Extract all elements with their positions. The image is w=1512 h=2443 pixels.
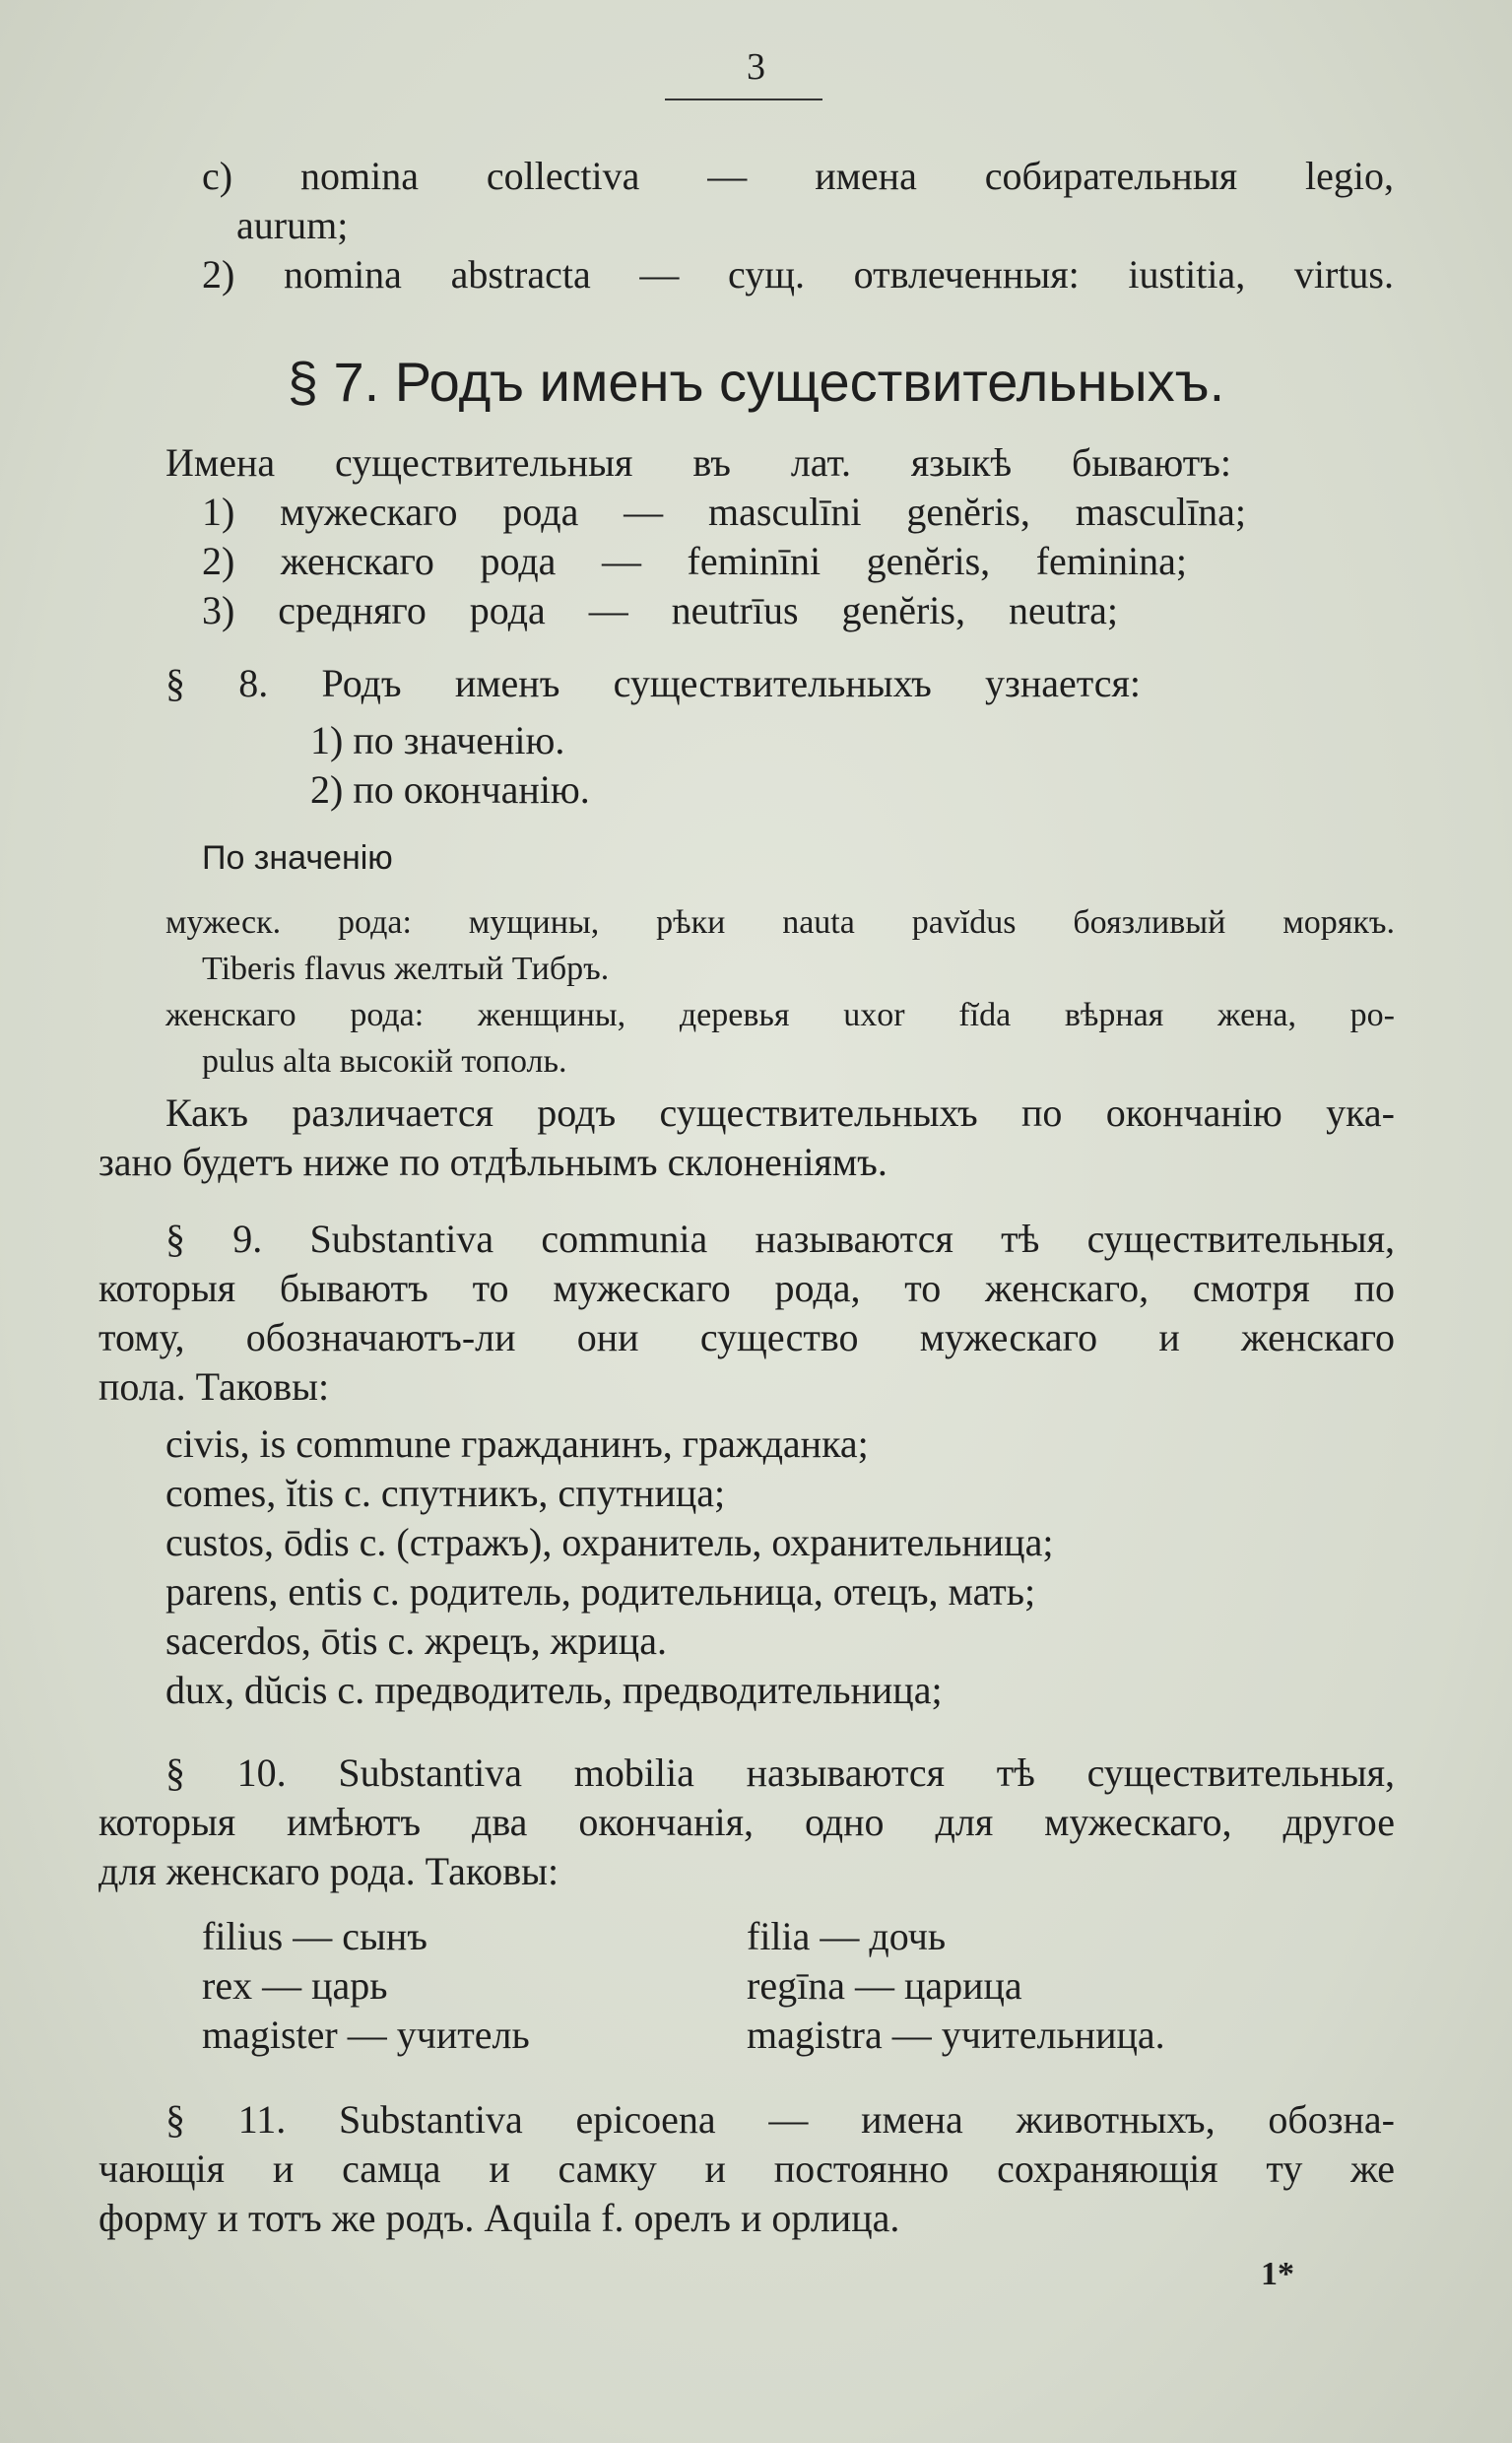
header-rule xyxy=(665,99,822,100)
table-cell: magister — учитель xyxy=(202,2013,530,2057)
page-number: 3 xyxy=(747,46,765,88)
text-line: форму и тотъ же родъ. Aquila f. орелъ и орлица. xyxy=(99,2196,900,2240)
text-line: 1) по значенію. xyxy=(310,718,565,762)
text-line: мужеск. рода: мущины, рѣки nauta pavĭdus боязливый морякъ. xyxy=(165,904,1395,941)
text-line: для женскаго рода. Таковы: xyxy=(99,1849,559,1893)
table-cell: filius — сынъ xyxy=(202,1914,427,1958)
signature-mark: 1* xyxy=(1261,2256,1294,2292)
table-cell: rex — царь xyxy=(202,1963,388,2008)
text-line: женскаго рода: женщины, деревья uxor fĭda вѣрная жена, po- xyxy=(165,997,1395,1033)
text-line: § 8. Родъ именъ существительныхъ узнается: xyxy=(165,661,1141,705)
text-line: § 10. Substantiva mobilia называются тѣ существительныя, xyxy=(165,1750,1395,1795)
text-line: 3) средняго рода — neutrīus genĕris, neutra; xyxy=(202,588,1118,632)
text-line: c) nomina collectiva — имена собирательныя legio, xyxy=(202,154,1394,198)
text-line: 2) по окончанію. xyxy=(310,767,590,812)
example-line: parens, entis c. родитель, родительница, отецъ, мать; xyxy=(165,1569,1036,1614)
text-line: Имена существительныя въ лат. языкѣ бываютъ: xyxy=(165,440,1231,485)
text-line: зано будетъ ниже по отдѣльнымъ склоненіямъ. xyxy=(99,1140,887,1184)
text-line: § 11. Substantiva epicoena — имена животныхъ, обозна- xyxy=(165,2097,1395,2142)
text-line: 1) мужескаго рода — masculīni genĕris, masculīna; xyxy=(202,490,1246,534)
text-line: которыя имѣютъ два окончанія, одно для мужескаго, другое xyxy=(99,1800,1395,1844)
text-line: aurum; xyxy=(236,203,349,247)
section-heading: § 7. Родъ именъ существительныхъ. xyxy=(287,351,1225,413)
text-line: чающія и самца и самку и постоянно сохраняющія ту же xyxy=(99,2146,1395,2191)
table-cell: filia — дочь xyxy=(747,1914,947,1958)
example-line: custos, ōdis c. (стражъ), охранитель, охранительница; xyxy=(165,1520,1054,1564)
text-line: 2) женскаго рода — feminīni genĕris, feminina; xyxy=(202,539,1187,583)
example-line: sacerdos, ōtis c. жрецъ, жрица. xyxy=(165,1618,667,1663)
text-line: Tiberis flavus желтый Тибръ. xyxy=(202,951,610,987)
text-line: 2) nomina abstracta — сущ. отвлеченныя: iustitia, virtus. xyxy=(202,252,1394,297)
text-line: которыя бываютъ то мужескаго рода, то женскаго, смотря по xyxy=(99,1266,1395,1310)
text-line: pulus alta высокій тополь. xyxy=(202,1043,567,1080)
table-cell: magistra — учительница. xyxy=(747,2013,1165,2057)
text-line: Какъ различается родъ существительныхъ по окончанію ука- xyxy=(165,1090,1395,1135)
text-line: § 9. Substantiva communia называются тѣ существительныя, xyxy=(165,1217,1395,1261)
example-line: civis, is commune гражданинъ, гражданка; xyxy=(165,1421,869,1466)
text-line: тому, обозначаютъ-ли они существо мужескаго и женскаго xyxy=(99,1315,1395,1359)
table-cell: regīna — царица xyxy=(747,1963,1022,2008)
subheading: По значенію xyxy=(202,839,393,877)
text-line: пола. Таковы: xyxy=(99,1364,330,1409)
example-line: comes, ĭtis c. спутникъ, спутница; xyxy=(165,1471,726,1515)
example-line: dux, dŭcis c. предводитель, предводительница; xyxy=(165,1668,943,1712)
